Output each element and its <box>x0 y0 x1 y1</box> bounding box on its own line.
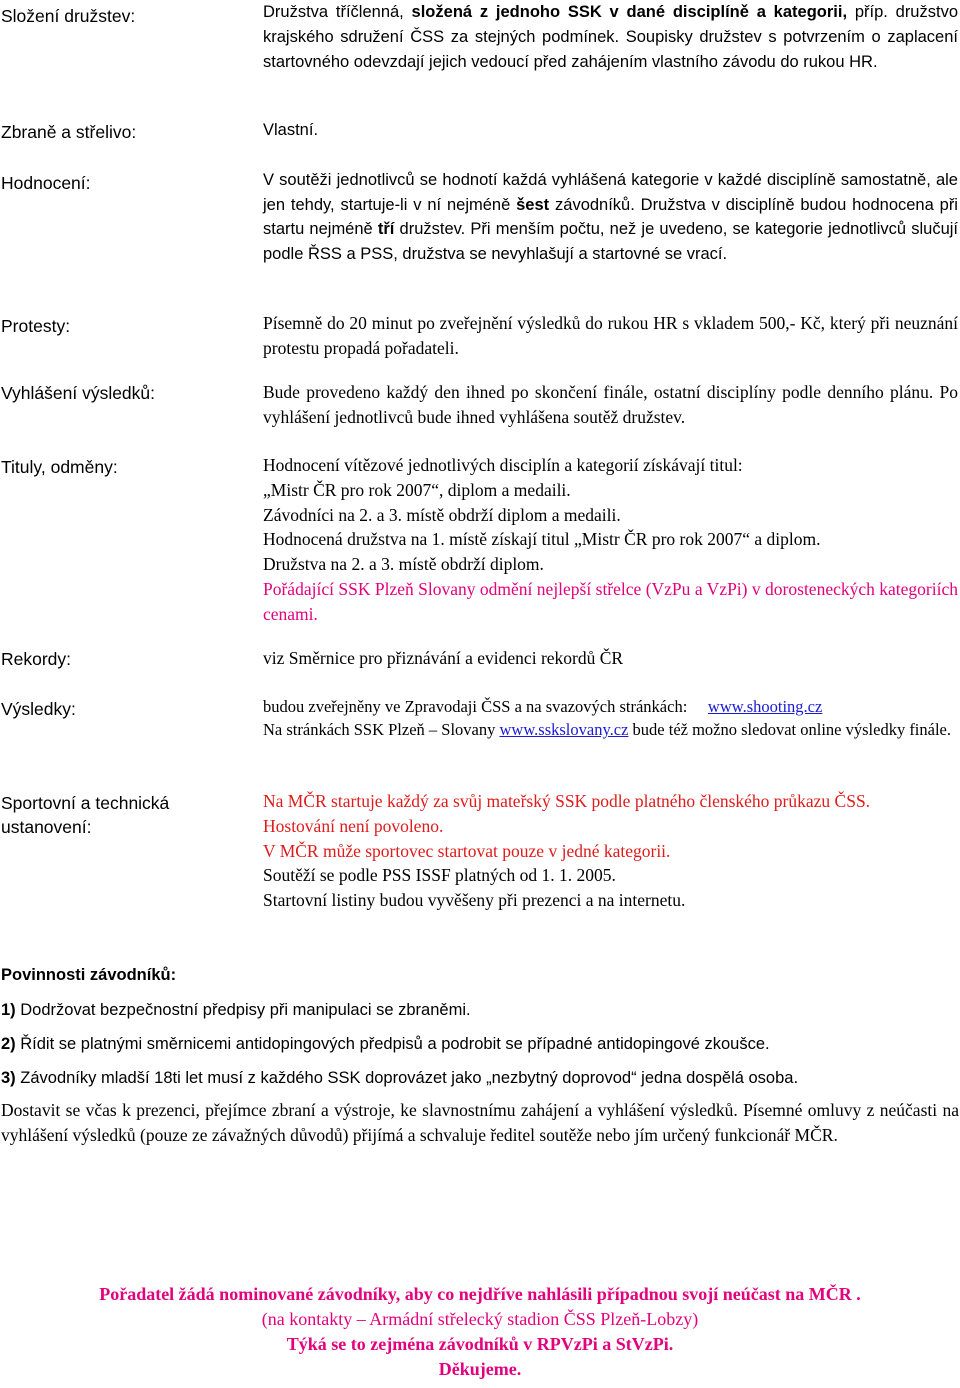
povinnosti-item-1-num: 1) <box>1 1001 16 1019</box>
label-sportovni-line-1: Sportovní a technická <box>1 793 170 813</box>
vyhlaseni-text: Bude provedeno každý den ihned po skončení finále, ostatní disciplíny podle denního plánu. Po vyhlášení jednotlivců bude ihned vyhlášena soutěž družstev. <box>263 382 958 427</box>
vysledky-line-1-text: budou zveřejněny ve Zpravodaji ČSS a na svazových stránkách: <box>263 697 688 716</box>
povinnosti-item-2 <box>1 1032 959 1056</box>
zbrane-text: Vlastní. <box>263 121 319 139</box>
sportovni-line-4: Soutěží se podle PSS ISSF platných od 1. 1. 2005. <box>263 865 616 886</box>
povinnosti-item-3-text: Závodníky mladší 18ti let musí z každého SSK doprovázet jako „nezbytný doprovod“ jedna dospělá osoba. <box>15 1069 799 1087</box>
sportovni-red-2: Hostování není povoleno. <box>263 815 444 836</box>
hodnoceni-text <box>263 168 958 266</box>
povinnosti-item-3 <box>1 1066 959 1090</box>
povinnosti-item-3-num: 3) <box>1 1069 16 1087</box>
tituly-odmeny-text <box>263 453 958 627</box>
label-hodnoceni: Hodnocení: <box>1 173 91 193</box>
tituly-line-4: Hodnocená družstva na 1. místě získají titul „Mistr ČR pro rok 2007“ a diplom. <box>263 529 821 550</box>
povinnosti-paragraph: Dostavit se včas k prezenci, přejímce zbraní a výstroje, ke slavnostnímu zahájení a vyhlášení výsledků. Písemné omluvy z neúčasti na vyhlášení výsledků (pouze ze závažných důvodů) přijímá a schvaluje ředitel soutěže nebo jím určený funkcionář MČR. <box>1 1100 959 1145</box>
tituly-line-3: Závodníci na 2. a 3. místě obdrží diplom a medaili. <box>263 504 621 525</box>
protesty-text: Písemně do 20 minut po zveřejnění výsledků do rukou HR s vkladem 500,- Kč, který při neuznání protestu propadá pořadateli. <box>263 313 958 358</box>
slozeni-part-2-bold: složená z jednoho SSK v dané disciplíně a kategorii, <box>411 3 848 21</box>
povinnosti-item-1-text: Dodržovat bezpečnostní předpisy při manipulaci se zbraněmi. <box>15 1001 471 1019</box>
label-protesty: Protesty: <box>1 316 71 336</box>
povinnosti-heading: Povinnosti závodníků: <box>1 966 177 984</box>
slozeni-part-3: příp. družstvo krajského sdružení ČSS za stejných podmínek. Soupisky družstev s potvrzením o zaplacení startovného odevzdají jejich vedoucí před zahájením vlastního závodu do rukou HR. <box>263 3 958 71</box>
hodnoceni-part-2: závodníků. Družstva v disciplíně budou hodnocena při startu nejméně <box>263 195 958 239</box>
sportovni-ustanoveni-text <box>263 789 958 913</box>
vysledky-line-2b: bude též možno sledovat online výsledky finále. <box>628 720 952 739</box>
tituly-pink-note: Pořádající SSK Plzeň Slovany odmění nejlepší střelce (VzPu a VzPi) v dorosteneckých kategoriích cenami. <box>263 578 958 624</box>
footer-line-3: Týká se to zejména závodníků v RPVzPi a StVzPi. <box>286 1334 674 1354</box>
footer-line-2: (na kontakty – Armádní střelecký stadion ČSS Plzeň-Lobzy) <box>261 1309 699 1329</box>
label-vyhlaseni-vysledku: Vyhlášení výsledků: <box>1 383 156 403</box>
povinnosti-item-2-num: 2) <box>1 1035 16 1053</box>
vysledky-line-2 <box>263 718 958 741</box>
sskslovany-link[interactable]: www.sskslovany.cz <box>499 720 629 739</box>
hodnoceni-part-1: V soutěži jednotlivců se hodnotí každá vyhlášená kategorie v každé disciplíně samostatně, ale jen tehdy, startuje-li v ní nejméně <box>263 171 958 214</box>
tituly-line-5: Družstva na 2. a 3. místě obdrží diplom. <box>263 554 544 575</box>
sportovni-line-5: Startovní listiny budou vyvěšeny při prezenci a na internetu. <box>263 890 686 911</box>
vysledky-line-2a: Na stránkách SSK Plzeň – Slovany <box>263 720 500 739</box>
label-slozeni-druzstev: Složení družstev: <box>1 6 136 26</box>
rekordy-text: viz Směrnice pro přiznávání a evidenci rekordů ČR <box>263 648 624 668</box>
footer-line-1: Pořadatel žádá nominované závodníky, aby co nejdříve nahlásili případnou svojí neúčast na MČR . <box>99 1284 861 1304</box>
hodnoceni-bold-sest: šest <box>516 195 550 214</box>
label-tituly-odmeny: Tituly, odměny: <box>1 457 118 477</box>
footer-line-4: Děkujeme. <box>438 1359 522 1379</box>
shooting-link[interactable]: www.shooting.cz <box>707 697 823 716</box>
tituly-line-2: „Mistr ČR pro rok 2007“, diplom a medaili. <box>263 479 571 500</box>
vysledky-line-1 <box>263 695 958 718</box>
tituly-line-1: Hodnocení vítězové jednotlivých disciplín a kategorií získávají titul: <box>263 455 743 475</box>
label-rekordy: Rekordy: <box>1 649 72 669</box>
vysledky-text <box>263 695 958 741</box>
sportovni-red-3: V MČR může sportovec startovat pouze v jedné kategorii. <box>263 840 671 861</box>
povinnosti-item-1 <box>1 998 959 1022</box>
label-vysledky: Výsledky: <box>1 699 76 719</box>
label-sportovni-line-2: ustanovení: <box>1 817 92 837</box>
label-sportovni-a-technicka-ustanoveni <box>1 791 169 839</box>
sportovni-red-1: Na MČR startuje každý za svůj mateřský SSK podle platného členského průkazu ČSS. <box>263 791 871 811</box>
povinnosti-item-2-text: Řídit se platnými směrnicemi antidopingových předpisů a podrobit se případné antidopingové zkoušce. <box>15 1035 770 1053</box>
label-zbrane-a-strelivo: Zbraně a střelivo: <box>1 122 137 142</box>
hodnoceni-bold-tri: tří <box>377 220 395 239</box>
slozeni-druzstev-text <box>263 0 958 74</box>
slozeni-part-1: Družstva tříčlenná, <box>263 3 412 21</box>
hodnoceni-part-3: družstev. Při menším počtu, než je uvedeno, se kategorie jednotlivců slučují podle ŘSS a PSS, družstva se nevyhlašují a startovné se vrací. <box>263 220 958 263</box>
